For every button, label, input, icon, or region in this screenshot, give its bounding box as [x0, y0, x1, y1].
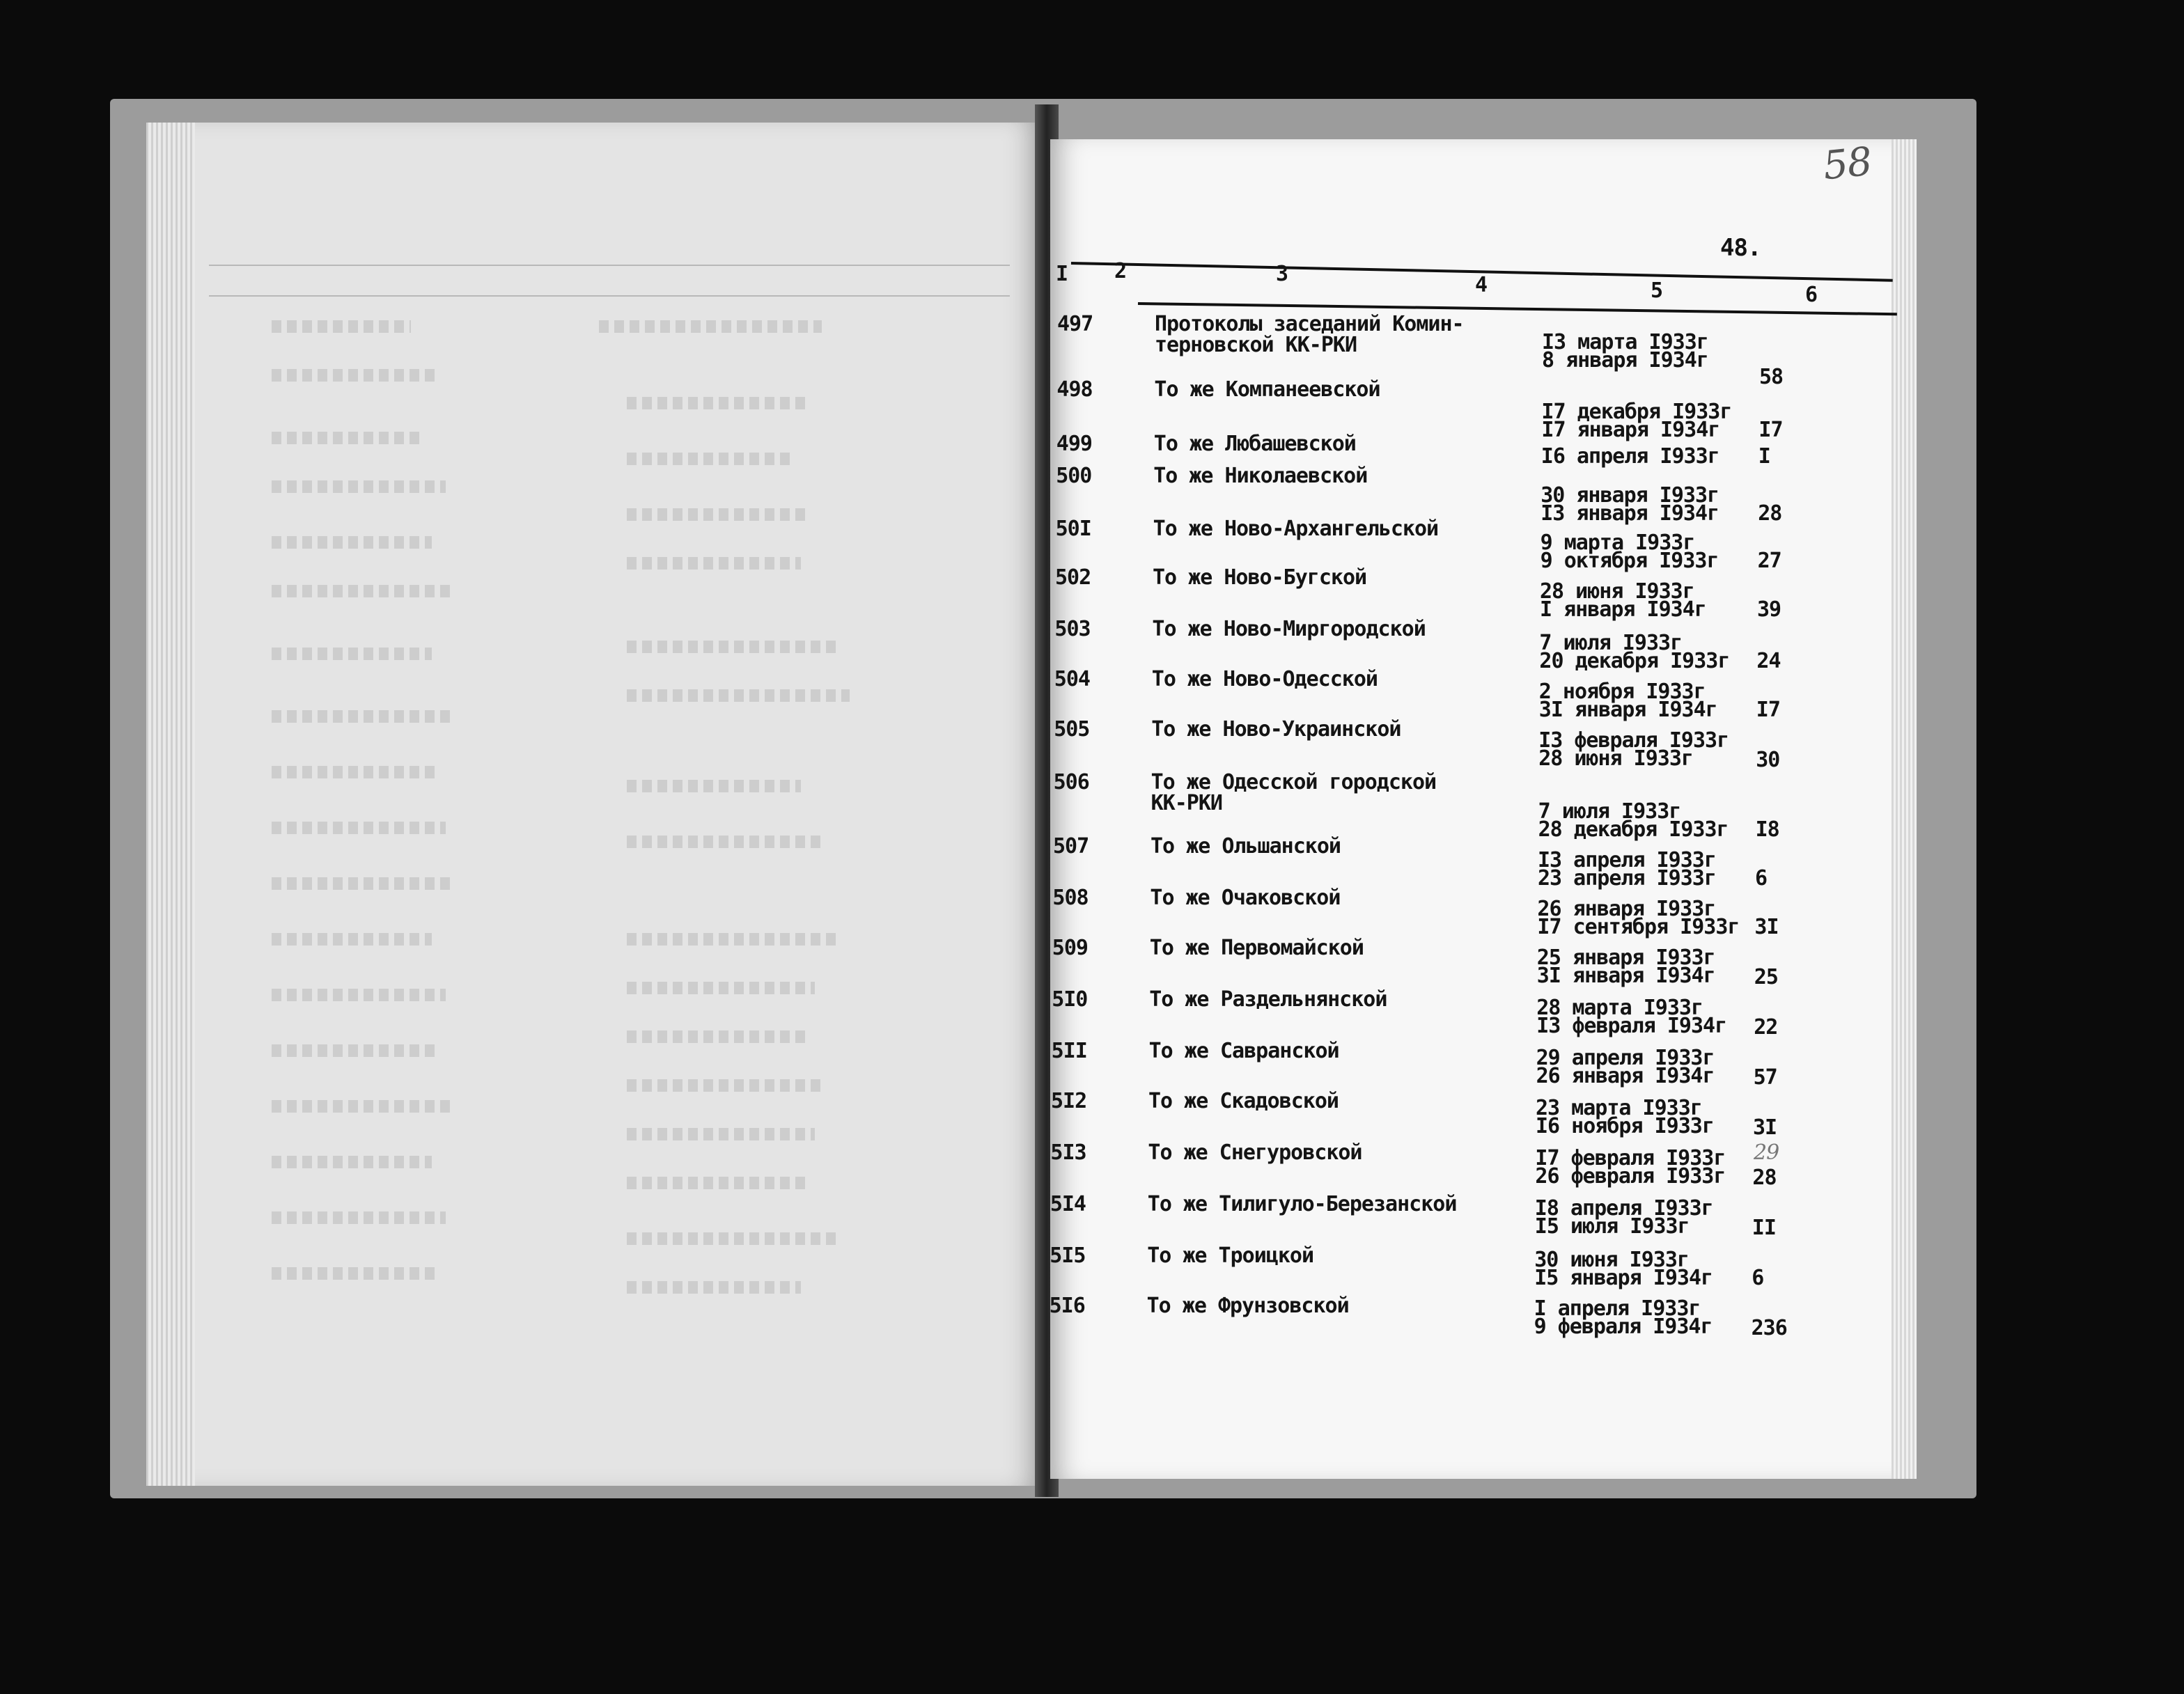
row-number: 5I5 — [1050, 1244, 1086, 1268]
row-date-from: I7 декабря I933г — [1541, 400, 1732, 424]
row-sheet-count: 28 — [1758, 501, 1782, 526]
row-date-to: 20 декабря I933г — [1539, 649, 1730, 673]
row-date-from: I7 февраля I933г — [1535, 1146, 1726, 1170]
row-number: 503 — [1054, 617, 1091, 641]
row-date-to: 26 февраля I933г — [1535, 1164, 1726, 1189]
row-date-from: I3 апреля I933г — [1538, 848, 1716, 872]
row-number: 508 — [1052, 886, 1089, 910]
row-date-to: 28 июня I933г — [1538, 746, 1693, 771]
row-sheet-count: II — [1752, 1216, 1776, 1240]
row-sheet-count: I — [1758, 444, 1770, 469]
row-sheet-count: I7 — [1756, 698, 1780, 722]
column-header-6: 6 — [1805, 283, 1818, 307]
row-date-to: 3I января I934г — [1536, 964, 1715, 988]
row-date-from: I3 марта I933г — [1542, 330, 1708, 354]
row-date-to: I5 июля I933г — [1534, 1214, 1690, 1239]
row-number: 507 — [1053, 834, 1089, 858]
row-date-to: 26 января I934г — [1536, 1064, 1715, 1088]
row-date-from: 2 ноября I933г — [1538, 680, 1706, 704]
row-sheet-count: 30 — [1756, 748, 1780, 772]
row-title-line1: То же Ново-Бугской — [1153, 565, 1367, 590]
row-sheet-count: 27 — [1757, 549, 1781, 573]
row-number: 5I2 — [1051, 1089, 1087, 1113]
row-sheet-count: 24 — [1756, 649, 1781, 673]
column-header-5: 5 — [1651, 279, 1663, 303]
row-date-from: 28 марта I933г — [1536, 996, 1703, 1020]
row-title-line1: Протоколы заседаний Комин- — [1155, 312, 1464, 336]
register-page — [1050, 139, 1901, 1479]
row-date-to: 9 февраля I934г — [1534, 1315, 1713, 1339]
row-title-line1: То же Одесской городской — [1150, 770, 1437, 794]
row-number: 5I4 — [1050, 1192, 1086, 1216]
row-date-from: 7 июля I933г — [1538, 799, 1681, 824]
row-sheet-count: 6 — [1755, 866, 1768, 891]
row-date-to: I января I934г — [1540, 597, 1706, 622]
row-date-to: 9 октября I933г — [1540, 549, 1719, 573]
row-title-line1: То же Первомайской — [1149, 936, 1364, 960]
row-number: 504 — [1054, 667, 1090, 691]
row-title-line1: То же Троицкой — [1147, 1244, 1314, 1268]
row-date-from: 30 июня I933г — [1534, 1248, 1689, 1272]
row-date-from: 25 января I933г — [1536, 946, 1715, 970]
row-title-line1: То же Снегуровской — [1148, 1140, 1362, 1165]
row-number: 5II — [1051, 1039, 1087, 1063]
left-page-bleedthrough — [209, 230, 1017, 1358]
row-number: 502 — [1055, 565, 1091, 590]
column-header-2: 2 — [1114, 259, 1127, 283]
row-date-from: 9 марта I933г — [1540, 531, 1695, 555]
row-sheet-count: 28 — [1752, 1166, 1777, 1190]
row-title-line1: То же Ново-Миргородской — [1152, 617, 1426, 641]
row-date-to: I3 января I934г — [1540, 501, 1719, 526]
column-header-4: 4 — [1475, 273, 1488, 297]
row-title-line1: То же Ольшанской — [1150, 834, 1341, 858]
row-sheet-count: I8 — [1755, 817, 1779, 842]
row-sheet-count: 236 — [1751, 1316, 1787, 1340]
row-sheet-count: 3I — [1754, 915, 1779, 939]
row-date-from: 28 июня I933г — [1540, 579, 1694, 604]
row-date-from: I8 апреля I933г — [1534, 1196, 1713, 1221]
row-number: 499 — [1056, 432, 1092, 456]
row-number: 509 — [1052, 936, 1088, 960]
row-sheet-count: 22 — [1754, 1015, 1778, 1040]
row-number: 5I3 — [1050, 1140, 1086, 1165]
left-page-edges — [146, 123, 195, 1486]
row-date-to: 23 апреля I933г — [1538, 866, 1716, 891]
row-title-line1: То же Очаковской — [1150, 886, 1341, 910]
page-number: 48. — [1720, 234, 1761, 262]
row-date-from: 26 января I933г — [1537, 897, 1716, 921]
row-number: 506 — [1053, 770, 1089, 794]
row-number: 5I6 — [1049, 1294, 1085, 1318]
row-date-to: I5 января I934г — [1534, 1266, 1713, 1290]
row-number: 5I0 — [1052, 987, 1088, 1012]
row-title-line2: КК-РКИ — [1150, 791, 1222, 815]
row-sheet-count: 3I — [1753, 1115, 1777, 1140]
row-number: 498 — [1056, 377, 1093, 402]
row-date-from: I3 февраля I933г — [1538, 728, 1729, 753]
row-title-line1: То же Любашевской — [1153, 432, 1356, 456]
row-date-from: 30 января I933г — [1540, 483, 1719, 508]
row-title-line1: То же Скадовской — [1148, 1089, 1339, 1113]
row-date-from: 23 марта I933г — [1536, 1096, 1702, 1120]
row-date-to: I7 января I934г — [1541, 418, 1720, 442]
row-date-from: 7 июля I933г — [1539, 631, 1683, 655]
row-sheet-count: 25 — [1754, 965, 1778, 989]
row-title-line2: терновской КК-РКИ — [1155, 333, 1357, 357]
row-sheet-count: 39 — [1757, 597, 1781, 622]
row-sheet-count: 57 — [1753, 1065, 1777, 1090]
folio-number: 58 — [1820, 139, 1874, 189]
row-sheet-count: 58 — [1759, 365, 1784, 389]
row-date-to: I3 февраля I934г — [1536, 1014, 1727, 1038]
row-title-line1: То же Компанеевской — [1154, 377, 1380, 402]
row-sheet-count: 6 — [1752, 1266, 1764, 1290]
row-number: 50I — [1055, 517, 1091, 541]
row-title-line1: То же Ново-Украинской — [1151, 717, 1401, 742]
row-number: 500 — [1056, 464, 1092, 488]
row-title-line1: То же Ново-Одесской — [1151, 667, 1378, 691]
row-date-to: 28 декабря I933г — [1538, 817, 1729, 842]
row-date-from: 29 апреля I933г — [1536, 1046, 1715, 1070]
row-date-from: I6 апреля I933г — [1540, 444, 1719, 469]
column-header-1: I — [1056, 262, 1068, 286]
row-date-to: 8 января I934г — [1542, 348, 1708, 372]
row-number: 497 — [1057, 312, 1093, 336]
row-date-from: I апреля I933г — [1534, 1296, 1701, 1321]
row-title-line1: То же Савранской — [1148, 1039, 1339, 1063]
column-header-3: 3 — [1276, 262, 1288, 286]
row-title-line1: То же Тилигуло-Березанской — [1147, 1192, 1457, 1216]
row-title-line1: То же Раздельнянской — [1149, 987, 1387, 1012]
row-date-to: I7 сентября I933г — [1537, 915, 1740, 939]
row-title-line1: То же Николаевской — [1153, 464, 1368, 488]
row-title-line1: То же Фрунзовской — [1146, 1294, 1349, 1318]
row-date-to: 3I января I934г — [1538, 698, 1717, 722]
pencil-correction: 29 — [1754, 1140, 1779, 1165]
row-number: 505 — [1054, 717, 1090, 742]
row-sheet-count: I7 — [1758, 418, 1783, 442]
row-date-to: I6 ноября I933г — [1536, 1114, 1714, 1138]
row-title-line1: То же Ново-Архангельской — [1153, 517, 1439, 541]
